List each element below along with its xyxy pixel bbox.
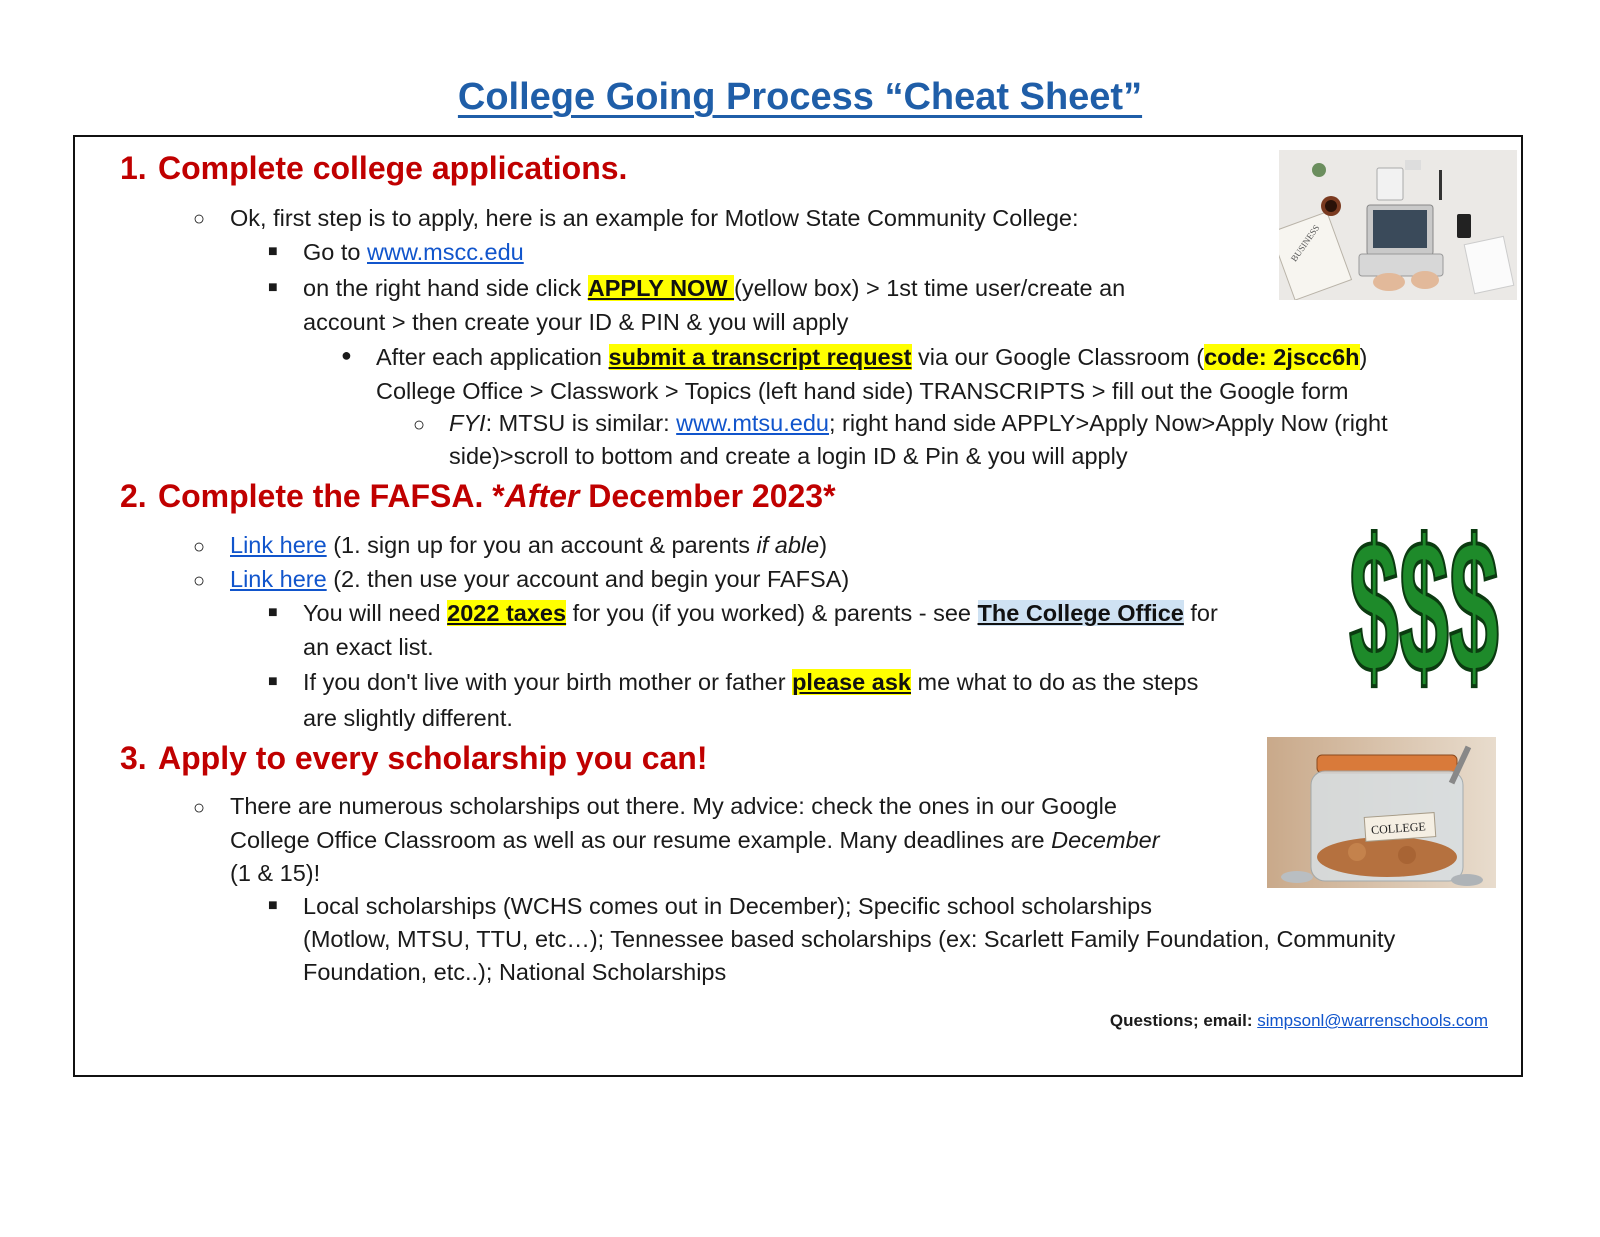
apply-prefix: on the right hand side click [303,275,588,301]
fyi-suffix: ; right hand side APPLY>Apply Now>Apply Now (right [828,410,1388,436]
ask-line [303,665,1198,699]
section-2-heading-pre: Complete the FAFSA. * [158,478,505,514]
section-2-number: 2. [120,478,147,514]
link1-italic: if able [756,532,820,558]
classroom-code: code: 2jscc6h [1204,344,1360,370]
fafsa-begin-link[interactable]: Link here [230,566,327,592]
goto-prefix: Go to [303,239,368,265]
local-line-3: Foundation, etc..); National Scholarships [303,959,727,985]
fafsa-link-1-line [230,528,827,562]
hollow-circle-bullet-icon: ○ [193,570,206,592]
advice-line-1: There are numerous scholarships out there. My advice: check the ones in our Google [230,793,1117,819]
advice-line-2-text: College Office Classroom as well as our resume example. Many deadlines are [230,827,1052,853]
transcript-end: ) [1359,344,1368,370]
ask-prefix: If you don't live with your birth mother or father [303,669,793,695]
ask-suffix: me what to do as the steps [910,669,1199,695]
section-3-heading [120,740,707,777]
square-bullet-icon: ■ [268,604,278,621]
transcript-line-2: College Office > Classwork > Topics (left hand side) TRANSCRIPTS > fill out the Google form [376,378,1349,404]
fyi-line-2: side)>scroll to bottom and create a login ID & Pin & you will apply [449,443,1128,469]
section-2-heading-italic: After [504,478,580,514]
hollow-circle-bullet-icon: ○ [193,797,206,819]
link2-text: (2. then use your account and begin your FAFSA) [326,566,850,592]
hollow-circle-bullet-icon: ○ [193,536,206,558]
section-2-heading-post: December 2023* [579,478,836,514]
fyi-line [449,406,1388,440]
section-2-heading [120,478,836,515]
taxes-mid: for you (if you worked) & parents - see [566,600,978,626]
hollow-circle-bullet-icon: ○ [413,414,426,436]
newspaper-label: BUSINESS [1288,222,1322,264]
link1-text: (1. sign up for you an account & parents [326,532,757,558]
apply-suffix: (yellow box) > 1st time user/create an [734,275,1126,301]
taxes-prefix: You will need [303,600,448,626]
apply-now-line-2: account > then create your ID & PIN & you will apply [303,309,849,335]
section-1-heading [120,150,627,187]
section-3-number: 3. [120,740,147,776]
ask-line-2: are slightly different. [303,705,513,731]
please-ask-highlight: please ask [792,669,911,695]
college-office-highlight: The College Office [977,600,1184,626]
fyi-prefix: : MTSU is similar: [485,410,677,436]
square-bullet-icon: ■ [268,243,278,260]
apply-now-line [303,271,1125,305]
page-title: College Going Process “Cheat Sheet” [457,76,1143,118]
footer-label: Questions; email: [1109,1011,1258,1030]
transcript-prefix: After each application [376,344,609,370]
filled-circle-bullet-icon: ● [341,345,352,365]
desk-laptop-image [1279,150,1517,300]
advice-line-2 [230,823,1160,857]
section-1-heading-text: Complete college applications. [158,150,628,186]
taxes-line-2: an exact list. [303,634,434,660]
fafsa-link-2-line [230,562,849,596]
advice-december: December [1051,827,1160,853]
dollar-signs-image [1345,512,1505,692]
transcript-line [376,340,1367,374]
section-1-number: 1. [120,150,147,186]
square-bullet-icon: ■ [268,897,278,914]
hollow-circle-bullet-icon: ○ [193,208,206,230]
email-link[interactable]: simpsonl@warrenschools.com [1257,1011,1488,1030]
taxes-highlight: 2022 taxes [447,600,567,626]
mscc-link[interactable]: www.mscc.edu [367,239,524,265]
goto-line [303,235,524,269]
fyi-label: FYI [449,410,486,436]
dollar-signs-text: $$$ [1349,512,1499,692]
taxes-suffix: for [1183,600,1218,626]
footer-contact [1110,1011,1488,1031]
square-bullet-icon: ■ [268,279,278,296]
transcript-mid: via our Google Classroom ( [911,344,1205,370]
fafsa-signup-link[interactable]: Link here [230,532,327,558]
jar-label-text: COLLEGE [1370,819,1427,838]
local-line-1: Local scholarships (WCHS comes out in December); Specific school scholarships [303,893,1152,919]
advice-line-3: (1 & 15)! [230,860,321,886]
intro-text: Ok, first step is to apply, here is an example for Motlow State Community College: [230,205,1079,231]
mtsu-link[interactable]: www.mtsu.edu [676,410,829,436]
local-line-2: (Motlow, MTSU, TTU, etc…); Tennessee based scholarships (ex: Scarlett Family Foundation, Community [303,926,1396,952]
taxes-line [303,596,1218,630]
section-3-heading-text: Apply to every scholarship you can! [158,740,708,776]
transcript-request-highlight: submit a transcript request [608,344,912,370]
apply-now-highlight: APPLY NOW [587,275,735,301]
link1-end: ) [819,532,828,558]
square-bullet-icon: ■ [268,673,278,690]
college-jar-image [1267,737,1496,888]
